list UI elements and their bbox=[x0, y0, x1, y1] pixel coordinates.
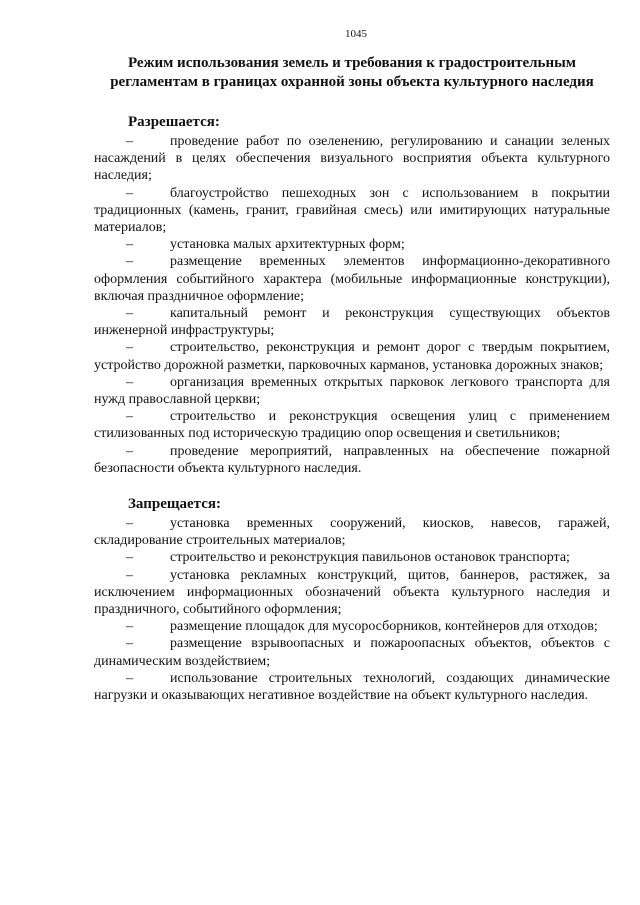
dash-marker: – bbox=[126, 237, 133, 253]
dash-marker: – bbox=[126, 374, 133, 390]
list-item-text: размещение взрывоопасных и пожароопасных объектов, объектов с динамическим воздействием; bbox=[94, 636, 610, 669]
list-item bbox=[94, 236, 610, 253]
dash-marker: – bbox=[126, 636, 133, 652]
list-item bbox=[94, 567, 610, 619]
document-title bbox=[94, 54, 610, 92]
list-item bbox=[94, 515, 610, 549]
list-item-text: капитальный ремонт и реконструкция существующих объектов инженерной инфраструктуры; bbox=[94, 306, 610, 339]
dash-marker: – bbox=[126, 185, 133, 201]
list-item bbox=[94, 443, 610, 477]
list-item-text: использование строительных технологий, создающих динамические нагрузки и оказывающих негативное воздействие на объект культурного наследия. bbox=[94, 670, 610, 704]
prohibited-list bbox=[94, 515, 610, 704]
list-item-text: строительство и реконструкция павильонов остановок транспорта; bbox=[170, 550, 570, 566]
list-item-text: размещение временных элементов информационно-декоративного оформления событийного характера (мобильные информационные конструкции), включая праздничное оформление; bbox=[94, 254, 610, 304]
list-item bbox=[94, 549, 610, 566]
dash-marker: – bbox=[126, 443, 133, 459]
dash-marker: – bbox=[126, 619, 133, 635]
list-item-text: установка рекламных конструкций, щитов, баннеров, растяжек, за исключением информационных обозначений объекта культурного наследия и праздничного, событийного оформления; bbox=[94, 567, 610, 618]
dash-marker: – bbox=[126, 254, 133, 270]
title-line-1: Режим использования земель и требования к градостроительным bbox=[127, 55, 577, 71]
title-line-2: регламентам в границах охранной зоны объекта культурного наследия bbox=[110, 74, 594, 90]
list-item-text: размещение площадок для мусоросборников, контейнеров для отходов; bbox=[170, 619, 598, 635]
list-item-text: строительство и реконструкция освещения улиц с применением стилизованных под историческую традицию опор освещения и светильников; bbox=[94, 409, 610, 442]
list-item-text: строительство, реконструкция и ремонт дорог с твердым покрытием, устройство дорожной разметки, парковочных карманов, установка дорожных знаков; bbox=[94, 340, 610, 373]
dash-marker: – bbox=[126, 550, 133, 566]
dash-marker: – bbox=[126, 516, 133, 532]
list-item bbox=[94, 339, 610, 373]
dash-marker: – bbox=[126, 306, 133, 322]
section-spacer bbox=[94, 477, 610, 495]
list-item bbox=[94, 133, 610, 185]
list-item bbox=[94, 253, 610, 305]
list-item bbox=[94, 408, 610, 442]
list-item bbox=[94, 670, 610, 704]
list-item-text: установка малых архитектурных форм; bbox=[170, 237, 405, 253]
dash-marker: – bbox=[126, 134, 133, 149]
dash-marker: – bbox=[126, 340, 133, 356]
list-item bbox=[94, 374, 610, 408]
list-item-text: благоустройство пешеходных зон с использованием в покрытии традиционных (камень, гранит, гравийная смесь) или имитирующих натуральные материалов; bbox=[94, 185, 610, 236]
list-item bbox=[94, 305, 610, 339]
list-item-text: проведение мероприятий, направленных на обеспечение пожарной безопасности объекта культурного наследия. bbox=[94, 443, 610, 476]
list-item bbox=[94, 618, 610, 635]
page-number: 1045 bbox=[345, 28, 367, 40]
prohibited-heading: Запрещается: bbox=[128, 496, 222, 513]
allowed-list bbox=[94, 133, 610, 477]
dash-marker: – bbox=[126, 670, 133, 686]
list-item bbox=[94, 185, 610, 237]
list-item-text: проведение работ по озеленению, регулированию и санации зеленых насаждений в целях обеспечения визуального восприятия объекта культурного наследия; bbox=[94, 134, 610, 184]
list-item-text: установка временных сооружений, киосков, навесов, гаражей, складирование строительных материалов; bbox=[94, 516, 610, 549]
list-item-text: организация временных открытых парковок легкового транспорта для нужд православной церкви; bbox=[94, 374, 610, 408]
dash-marker: – bbox=[126, 409, 133, 425]
dash-marker: – bbox=[126, 567, 133, 583]
allowed-heading: Разрешается: bbox=[128, 114, 220, 130]
list-item bbox=[94, 635, 610, 669]
